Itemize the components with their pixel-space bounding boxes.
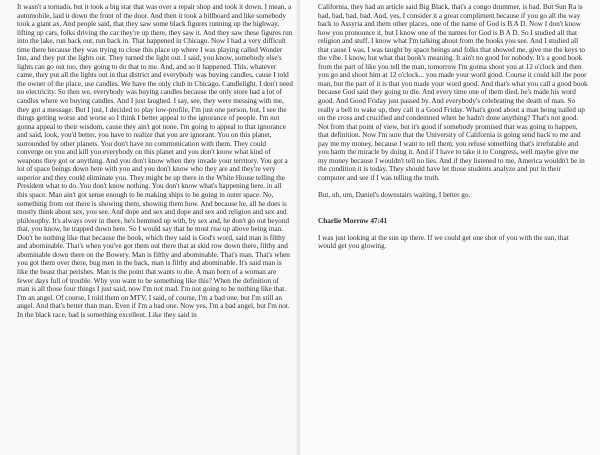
transcript-paragraph: It wasn't a tornado, but it took a big star that was over a repair shop and took it down. I mean, a automobile, laid it down the front of the door. And then it took a billboard and like somebody took a giant ax. And people said, that they saw some black figures running up the highway, lifting up cars, folks driving the car they're up there, they saw it. And they saw these figures run into the lake, run back out, run back in. That happened in Chicago. Now I had a very difficult time there because they was trying to close this place up where I was playing called Wonder Inn, and they put the lights out. They turned the light out. I said, you know, somebody else's lights can go out too, they going to do that to me. And, and so it happened. This, whatever came, they put all the lights out in that district and everybody was buying candles, cause I told the owner of the place, use candles. We have the only club in Chicago. Candlelight. I don't need no electricity. So then we, everybody was buying candles because the only store had a lot of candles where we buying candles. And I just laughed. I say, see, they were messing with me, they got a message. But I just, I decided to play low-profile, I'm just one person, but, I see the things getting worse and worse so I think I better appeal to the ignorance of people. I'm not gonna appeal to their wisdom, cause they ain't got none. I'm going to appeal to that ignorance and said, look, you'd better, you have to realize that you are ignorant. You on this planet, surrounded by other planets. You don't have no communication with them. They could converge on you and kill you everybody on this planet and you don't know what kind of weapons they got or anything. And you don't know when they invade your territory. You got a lot of space beings down here with you and you don't know who they are and they're very superior and they could eliminate you. They might be up there in the White House telling the President what to do. You don't know nothing. You don't know what's happening here, in all this space. Man ain't got sense enough to be making ships to be going in outer space. No, something from out there is showing them, showing them how. And because he, all he does is mostly think about sex, you see. And dope and sex and dope and sex and religion and sex and philosophy. It's always over in there, he's hemmed up with, by sex and, he don't go out beyond that, you know, he trapped down here. So I would say that he must rise up above being man. Don't be nothing like that because the book, which they said is God's word, said man is filthy and abominable. That's when you've got them out there that at skid row down there, filthy and abominable down there on the Bowery. Man is filthy and abominable. That's man. That's when you got them over there, bug men in the back, man is filthy and abominable. It's said man is like the beast that perishes. Man is the point that wants to die. A man born of a woman are fewer days full of trouble. Why you want to be something like this? When the definition of man is all those four things I just said, now I'm not mad. I'm not going to be nothing like that. I'm an angel. Of course, I told them on MTV, I said, of course, I'm a bad one, but I'm still an angel. And that's better than man. Even if I'm a bad one. Now yes, I'm a bad angel, but I'm not. In the black race, bad is something excellent. Like they said in (17, 3, 293, 319)
speaker-heading: Charlie Morrow 47:41 (318, 216, 388, 225)
right-text-column (318, 3, 588, 251)
transcript-paragraph: But, uh, um, Daniel's downstairs waiting, I better go. (318, 190, 471, 199)
transcript-paragraph: California, they had an article said Big Black, that's a congo drummer, is bad. But Sun Ra is bad, bad, bad, bad. And, yes, I consider it a great compliment because if you go all the way back to Assyria and them other places, one of the name of God is B A D. Now I don't know how you pronounce it, but I know one of the names for God is B A D. So I studied all that religion and stuff. I know what I'm talking about from the books you see. And I studied all that cause I was, I was taught by space beings and folks that showed me, give me the keys to the vibe. I know, but what that book's meaning. It ain't no good for nobody. It's a good book from the part of like you tell the man, tomorrow I'm gonna shoot you at 12 o'clock and then you go and shoot him at 12 o'clock... you made your word good. Course it could kill the poor man, but the part of it is that you made your word good. And that's what you call a good book because God said they going to die. And every time one of them died, he's made his word good. And Good Friday just passed by. And everybody's celebrating the death of man. So really a bell to wake up, they call it a Good Friday. What's good about a man being nailed up on the cross and crucified and condemned when he hadn't done anything? That's not good. Not from that point of view, but it's good if somebody promised that was going to happen, that definition. Now I'm sure that the University of California is going send back to me and pay me my money, because I want to tell them, you refuse something that's irrefutable and you harm the miracle by doing it. And if I have to take it to Congress, well maybe give me my money because I wouldn't tell no lies. And if they listened to me, America wouldn't be in the condition it is today. They should have let those students analyze and put in their computer and see if I was telling the truth. (318, 3, 588, 182)
left-text-column (17, 3, 293, 319)
transcript-paragraph: I was just looking at the sun up there. If we could get one shot of you with the sun, that would get you glowing. (318, 233, 569, 251)
paragraph-gap (318, 182, 588, 191)
left-page (0, 0, 298, 455)
paragraph-gap (318, 200, 588, 209)
right-page (300, 0, 600, 455)
